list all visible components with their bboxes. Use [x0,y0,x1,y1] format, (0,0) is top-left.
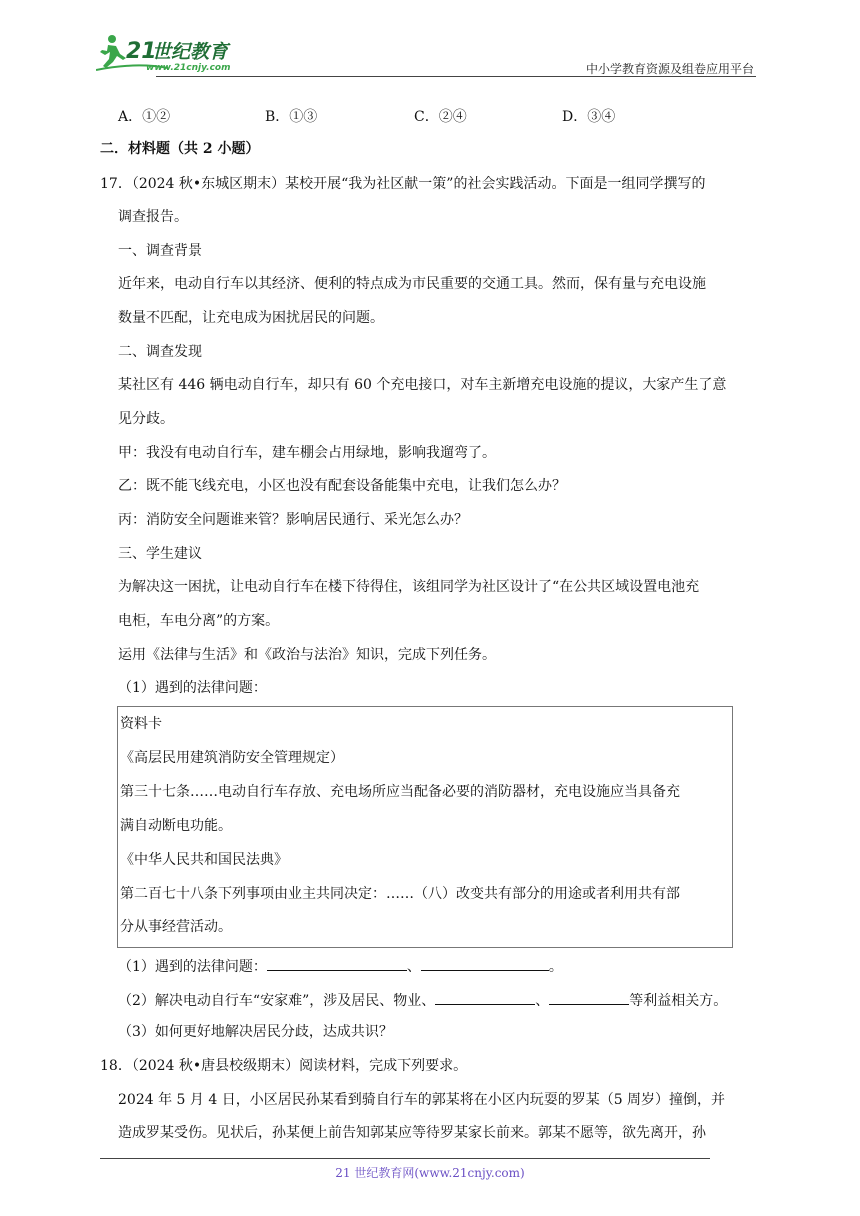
answer-2-blank-a[interactable] [435,989,535,1005]
choice-c: C．②④ [414,109,467,125]
card-law1-line1: 第三十七条……电动自行车存放、充电场所应当配备必要的消防器材，充电设施应当具备充 [120,784,680,800]
header-divider [156,76,756,77]
card-law1-line2: 满自动断电功能。 [120,818,232,834]
footer-link[interactable]: 21 世纪教育网(www.21cnjy.com) [335,1166,525,1180]
svg-text:www.21cnjy.com: www.21cnjy.com [146,63,231,72]
card-law2-line1: 第二百七十八条下列事项由业主共同决定：……（八）改变共有部分的用途或者利用共有部 [120,886,680,902]
q17-answer-1 [118,955,563,977]
q17-bg-title: 一、调查背景 [118,243,202,259]
card-law1-title: 《高层民用建筑消防安全管理规定） [120,750,344,766]
q18-line3: 造成罗某受伤。见状后，孙某便上前告知郭某应等待罗某家长前来。郭某不愿等，欲先离开，孙 [118,1125,706,1141]
card-title: 资料卡 [120,716,162,732]
answer-1-sep: 、 [406,959,421,975]
q17-stem-line1: 17．（2024 秋•东城区期末）某校开展“我为社区献一策”的社会实践活动。下面是一组同学撰写的 [100,176,706,192]
q17-find-line2: 见分歧。 [118,411,174,427]
svg-text:21: 21 [126,39,157,64]
answer-2-blank-b[interactable] [549,989,629,1005]
choice-b: B．①③ [265,109,318,125]
answer-1-prefix: （1）遇到的法律问题： [118,959,267,975]
q17-answer-3: （3）如何更好地解决居民分歧，达成共识？ [118,1024,393,1040]
logo-graphic [96,32,266,72]
section-title: 二．材料题（共 2 小题） [100,141,260,157]
footer-divider [100,1158,710,1159]
page-header [96,26,756,78]
answer-2-end: 等利益相关方。 [629,993,728,1009]
q17-opinion-yi: 乙：既不能飞线充电，小区也没有配套设备能集中充电，让我们怎么办？ [118,478,566,494]
choice-d: D．③④ [562,109,616,125]
answer-1-end: 。 [548,959,563,975]
q17-find-line1: 某社区有 446 辆电动自行车，却只有 60 个充电接口，对车主新增充电设施的提议，大家产生了意 [118,377,727,393]
answer-1-blank-b[interactable] [421,955,549,971]
q18-line2: 2024 年 5 月 4 日，小区居民孙某看到骑自行车的郭某将在小区内玩耍的罗某（5 周岁）撞倒，并 [118,1092,726,1108]
q17-bg-line2: 数量不匹配，让充电成为困扰居民的问题。 [118,310,384,326]
q17-subtask-1: （1）遇到的法律问题： [118,680,267,696]
q17-stem-line2: 调查报告。 [118,209,188,225]
platform-name: 中小学教育资源及组卷应用平台 [585,62,754,76]
q17-find-title: 二、调查发现 [118,344,202,360]
q18-stem: 18．（2024 秋•唐县校级期末）阅读材料，完成下列要求。 [100,1058,468,1074]
q17-sugg-line1: 为解决这一困扰，让电动自行车在楼下待得住，该组同学为社区设计了“在公共区域设置电池充 [118,579,700,595]
svg-text:世纪教育: 世纪教育 [152,41,229,63]
q17-sugg-line2: 电柜，车电分离”的方案。 [118,613,280,629]
q17-answer-2 [118,989,727,1011]
answer-1-blank-a[interactable] [267,955,407,971]
q17-opinion-bing: 丙：消防安全问题谁来管？影响居民通行、采光怎么办？ [118,512,468,528]
q17-opinion-jia: 甲：我没有电动自行车，建车棚会占用绿地，影响我遛弯了。 [118,445,496,461]
answer-2-prefix: （2）解决电动自行车“安家难”，涉及居民、物业、 [118,993,436,1009]
choice-a: A．①② [118,109,171,125]
q17-sugg-title: 三、学生建议 [118,546,202,562]
q17-task: 运用《法律与生活》和《政治与法治》知识，完成下列任务。 [118,647,496,663]
card-law2-line2: 分从事经营活动。 [120,919,232,935]
answer-2-sep: 、 [535,993,550,1009]
site-logo[interactable] [96,32,266,72]
q17-bg-line1: 近年来，电动自行车以其经济、便利的特点成为市民重要的交通工具。然而，保有量与充电设施 [118,276,706,292]
card-law2-title: 《中华人民共和国民法典》 [120,852,288,868]
